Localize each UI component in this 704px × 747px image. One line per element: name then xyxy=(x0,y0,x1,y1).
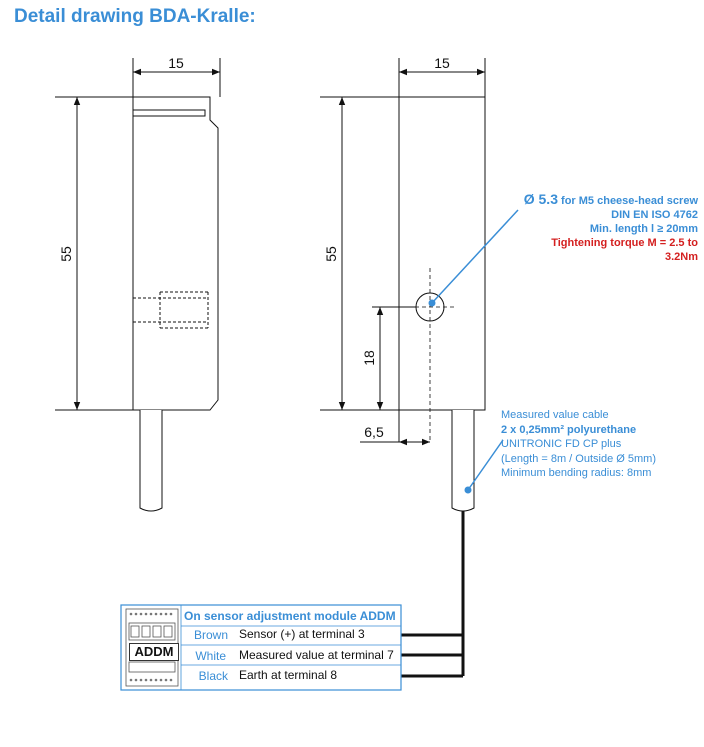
left-width-dim: 15 xyxy=(168,55,184,71)
hole-torque-line2: 3.2Nm xyxy=(664,251,698,263)
hole-torque-line1: Tightening torque M = 2.5 to xyxy=(551,237,698,249)
offset-dim: 6,5 xyxy=(364,424,384,440)
hole-min-length: Min. length l ≥ 20mm xyxy=(589,223,698,235)
left-cable xyxy=(140,410,162,511)
cable-note-line1: Measured value cable xyxy=(501,409,609,421)
cable-leader-dot xyxy=(465,487,472,494)
cable-note xyxy=(501,408,656,481)
right-height-dim: 55 xyxy=(323,246,339,262)
left-height-dim: 55 xyxy=(58,246,74,262)
hole-screw-spec: for M5 cheese-head screw xyxy=(561,195,698,207)
right-cable xyxy=(452,410,474,511)
hole-diameter: Ø 5.3 xyxy=(523,191,558,207)
left-view xyxy=(55,58,220,511)
cable-note-line5: Minimum bending radius: 8mm xyxy=(501,467,652,479)
wire-color-black: Black xyxy=(198,669,228,683)
hole-leader-dot xyxy=(429,300,436,307)
wire-color-white: White xyxy=(195,649,226,663)
hole-height-dim: 18 xyxy=(361,350,377,366)
wiring xyxy=(401,511,463,676)
left-top-slot xyxy=(133,110,205,116)
addm-label: ADDM xyxy=(129,643,179,661)
cable-note-line4: (Length = 8m / Outside Ø 5mm) xyxy=(501,452,656,465)
page-title: Detail drawing BDA-Kralle: xyxy=(14,6,256,27)
cable-note-line2: 2 x 0,25mm² polyurethane xyxy=(501,423,637,436)
left-body-outline xyxy=(133,97,218,410)
right-width-dim: 15 xyxy=(434,55,450,71)
addm-title: On sensor adjustment module ADDM xyxy=(184,609,396,623)
wire-desc-brown: Sensor (+) at terminal 3 xyxy=(239,627,365,641)
hole-note xyxy=(470,192,698,264)
wire-desc-white: Measured value at terminal 7 xyxy=(239,648,394,662)
wire-color-brown: Brown xyxy=(193,628,228,642)
wire-desc-black: Earth at terminal 8 xyxy=(239,668,338,682)
hole-standard: DIN EN ISO 4762 xyxy=(611,209,698,221)
cable-note-line3: UNITRONIC FD CP plus xyxy=(501,438,622,450)
right-view xyxy=(320,58,485,511)
